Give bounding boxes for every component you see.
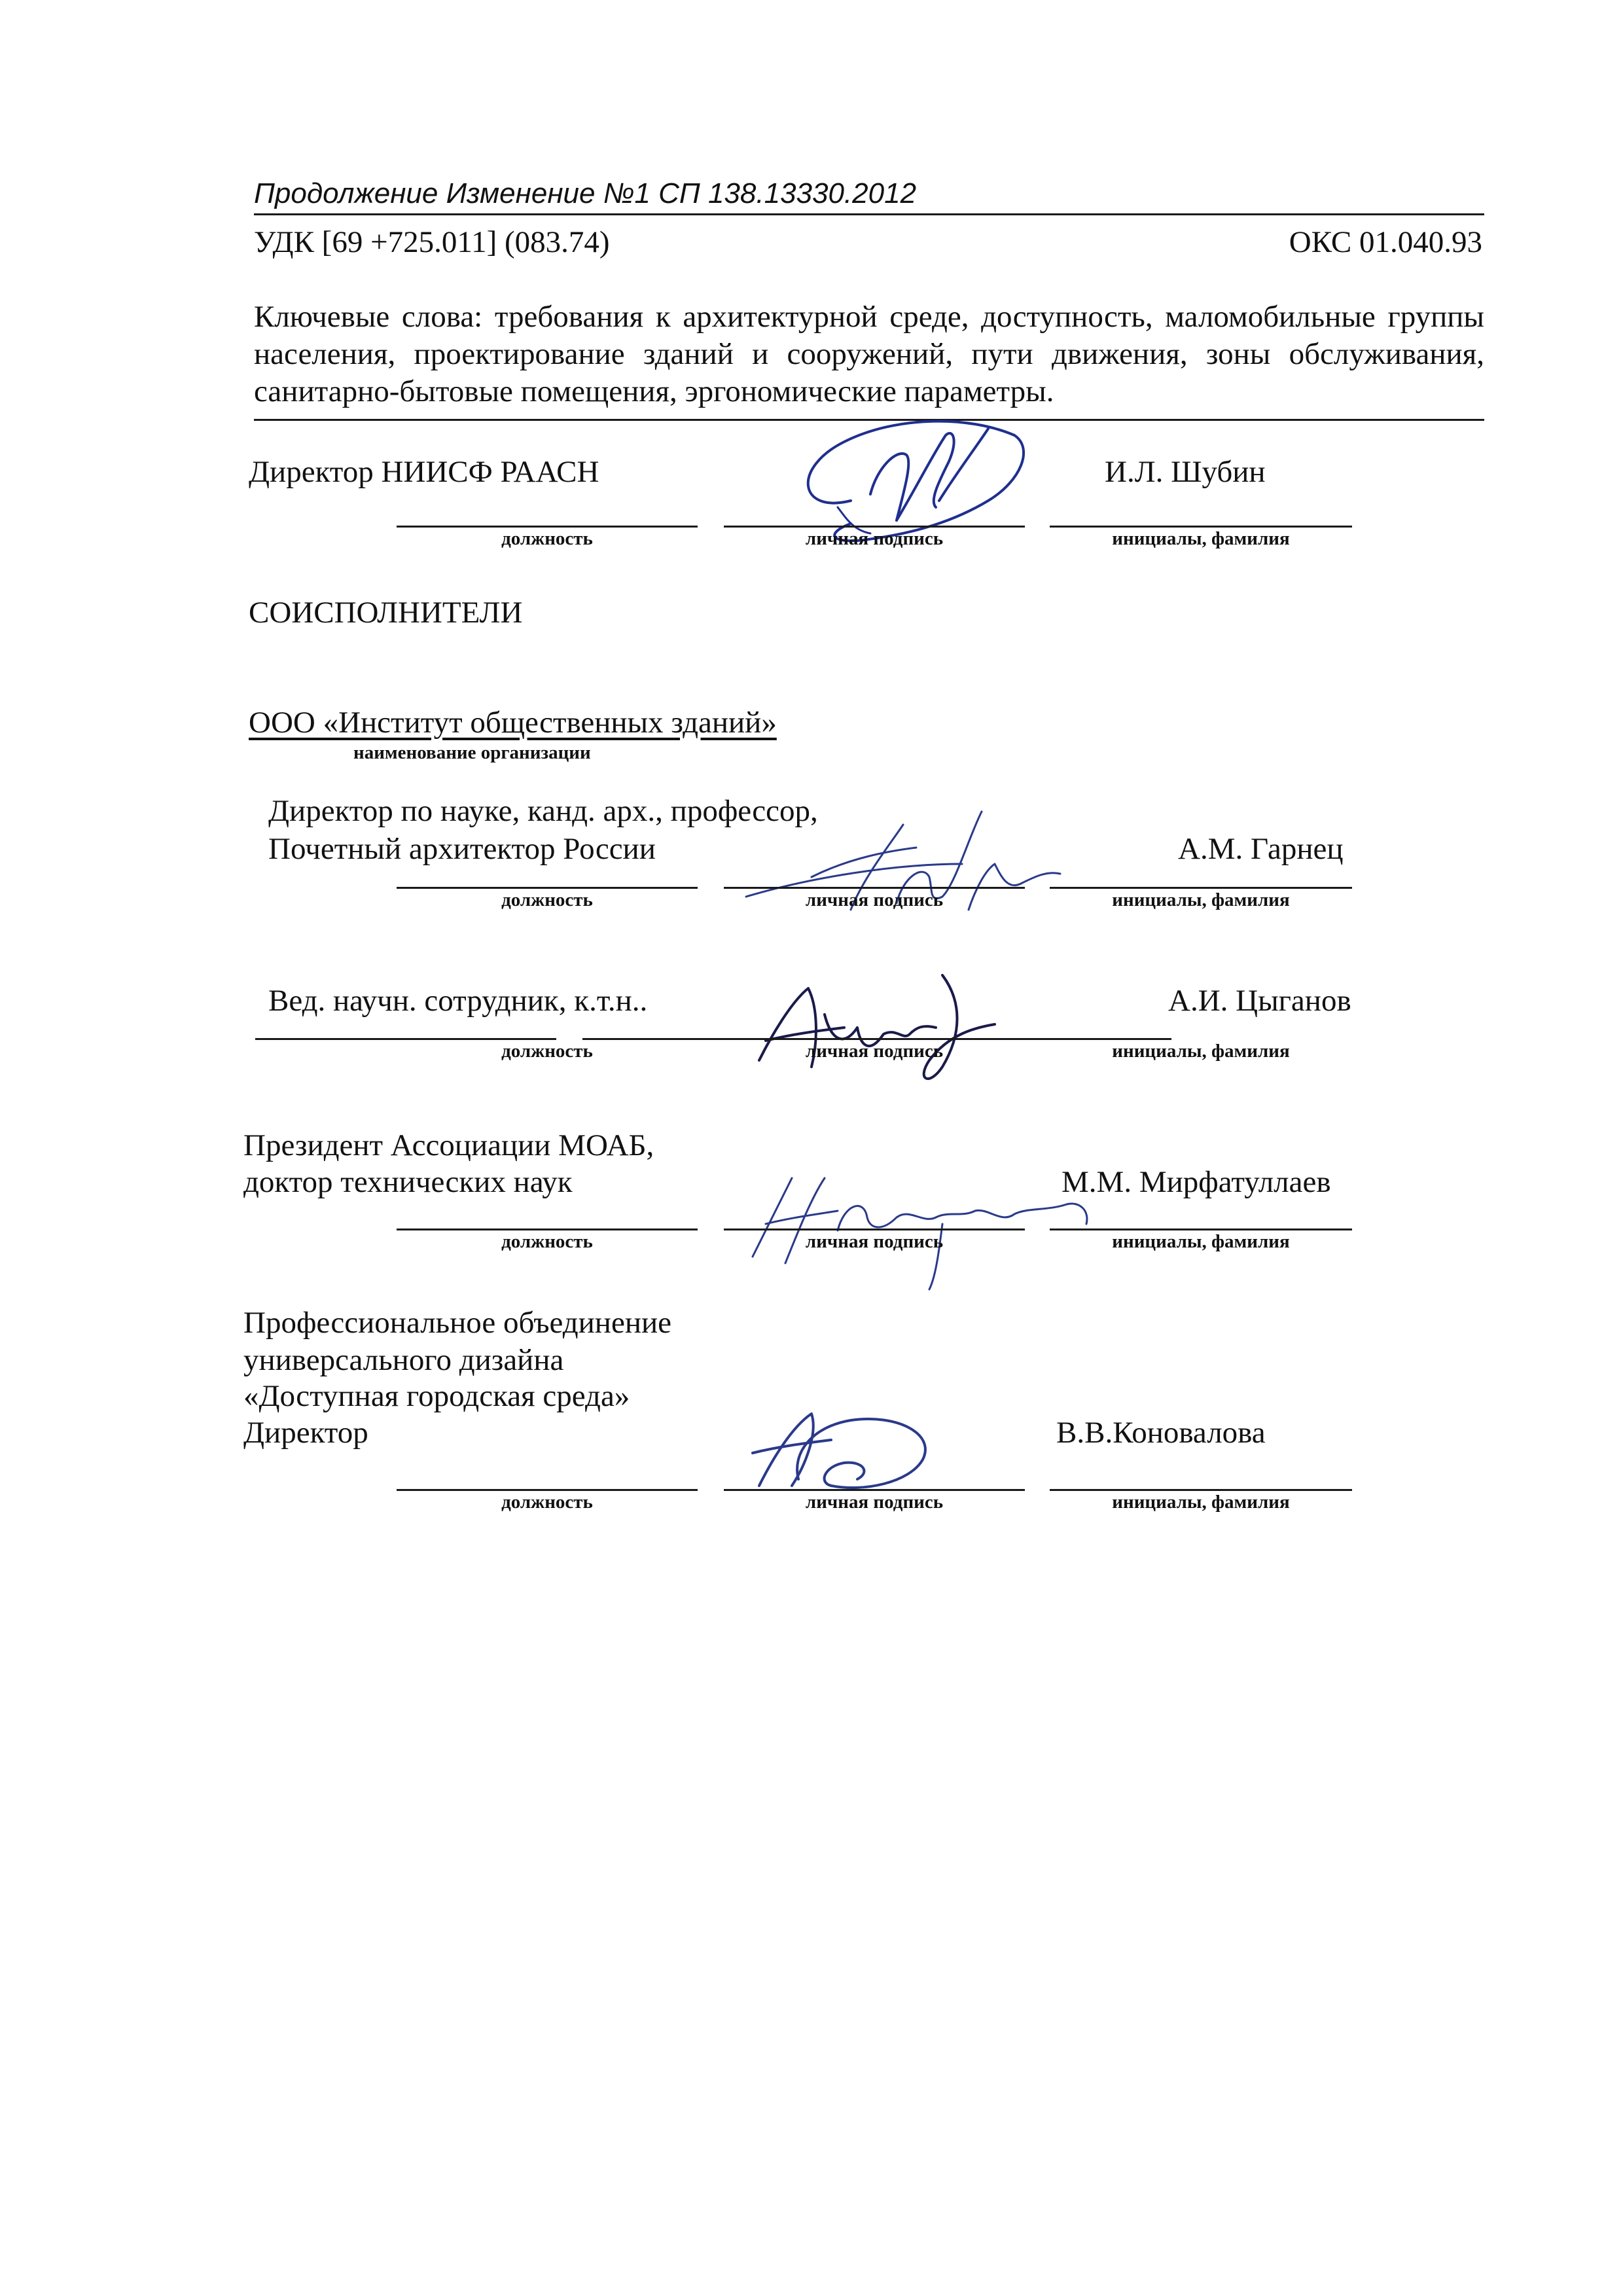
header-rule bbox=[254, 213, 1484, 215]
signatory-position-line: Профессиональное объединение bbox=[243, 1306, 671, 1340]
caption-name: инициалы, фамилия bbox=[1112, 889, 1290, 910]
director-position: Директор НИИСФ РААСН bbox=[249, 455, 599, 489]
coexecutors-heading: СОИСПОЛНИТЕЛИ bbox=[249, 596, 523, 630]
caption-signature: личная подпись bbox=[805, 528, 944, 549]
director-signature-line bbox=[724, 526, 1025, 528]
signatory-position-line: Президент Ассоциации МОАБ, bbox=[243, 1128, 654, 1162]
document-continuation-header: Продолжение Изменение №1 СП 138.13330.2012 bbox=[254, 177, 917, 209]
caption-name: инициалы, фамилия bbox=[1112, 1492, 1290, 1513]
signatory-position-line: Почетный архитектор России bbox=[268, 832, 656, 866]
udk-code: УДК [69 +725.011] (083.74) bbox=[254, 225, 610, 259]
caption-signature: личная подпись bbox=[805, 1041, 944, 1062]
caption-signature: личная подпись bbox=[805, 889, 944, 910]
mirfatullaev-signature-line bbox=[724, 1229, 1025, 1230]
keywords-line: Ключевые слова: требования к архитектурной среде, доступность, маломобильные группы bbox=[254, 300, 1484, 334]
signatory-name: А.И. Цыганов bbox=[1168, 984, 1351, 1018]
tsyganov-signature-line bbox=[582, 1038, 1171, 1040]
signatory-position-line: Вед. научн. сотрудник, к.т.н.. bbox=[268, 984, 648, 1018]
signature-tsyganov bbox=[746, 962, 1021, 1093]
signatory-position-line: доктор технических наук bbox=[243, 1165, 573, 1199]
signatory-position-line: Директор bbox=[243, 1416, 368, 1450]
caption-position: должность bbox=[501, 889, 593, 910]
caption-position: должность bbox=[501, 1492, 593, 1513]
caption-name: инициалы, фамилия bbox=[1112, 1041, 1290, 1062]
garnets-signature-line bbox=[724, 887, 1025, 889]
organization-name: ООО «Институт общественных зданий» bbox=[249, 706, 777, 740]
keywords-block bbox=[254, 298, 1484, 410]
konovalova-position-line bbox=[397, 1489, 698, 1491]
signatory-name: В.В.Коновалова bbox=[1056, 1416, 1266, 1450]
signatory-position-line: «Доступная городская среда» bbox=[243, 1379, 630, 1413]
director-position-line bbox=[397, 526, 698, 528]
oks-code: ОКС 01.040.93 bbox=[1289, 225, 1482, 259]
mirfatullaev-position-line bbox=[397, 1229, 698, 1230]
signatory-position-line: Директор по науке, канд. арх., профессор, bbox=[268, 794, 818, 828]
caption-name: инициалы, фамилия bbox=[1112, 1231, 1290, 1252]
signatory-position-line: универсального дизайна bbox=[243, 1343, 564, 1377]
caption-organization: наименование организации bbox=[353, 742, 591, 763]
director-name-line bbox=[1050, 526, 1352, 528]
keywords-line: санитарно-бытовые помещения, эргономические параметры. bbox=[254, 374, 1054, 408]
signature-mirfatullaev bbox=[740, 1152, 1106, 1296]
caption-position: должность bbox=[501, 1041, 593, 1062]
konovalova-name-line bbox=[1050, 1489, 1352, 1491]
caption-position: должность bbox=[501, 528, 593, 549]
caption-name: инициалы, фамилия bbox=[1112, 528, 1290, 549]
signatory-name: А.М. Гарнец bbox=[1178, 832, 1344, 866]
mirfatullaev-name-line bbox=[1050, 1229, 1352, 1230]
director-name: И.Л. Шубин bbox=[1105, 455, 1266, 489]
garnets-name-line bbox=[1050, 887, 1352, 889]
keywords-line: населения, проектирование зданий и сооружений, пути движения, зоны обслуживания, bbox=[254, 337, 1484, 371]
caption-position: должность bbox=[501, 1231, 593, 1252]
caption-signature: личная подпись bbox=[805, 1231, 944, 1252]
tsyganov-position-line bbox=[255, 1038, 556, 1040]
caption-signature: личная подпись bbox=[805, 1492, 944, 1513]
garnets-position-line bbox=[397, 887, 698, 889]
konovalova-signature-line bbox=[724, 1489, 1025, 1491]
signatory-name: М.М. Мирфатуллаев bbox=[1061, 1165, 1331, 1199]
